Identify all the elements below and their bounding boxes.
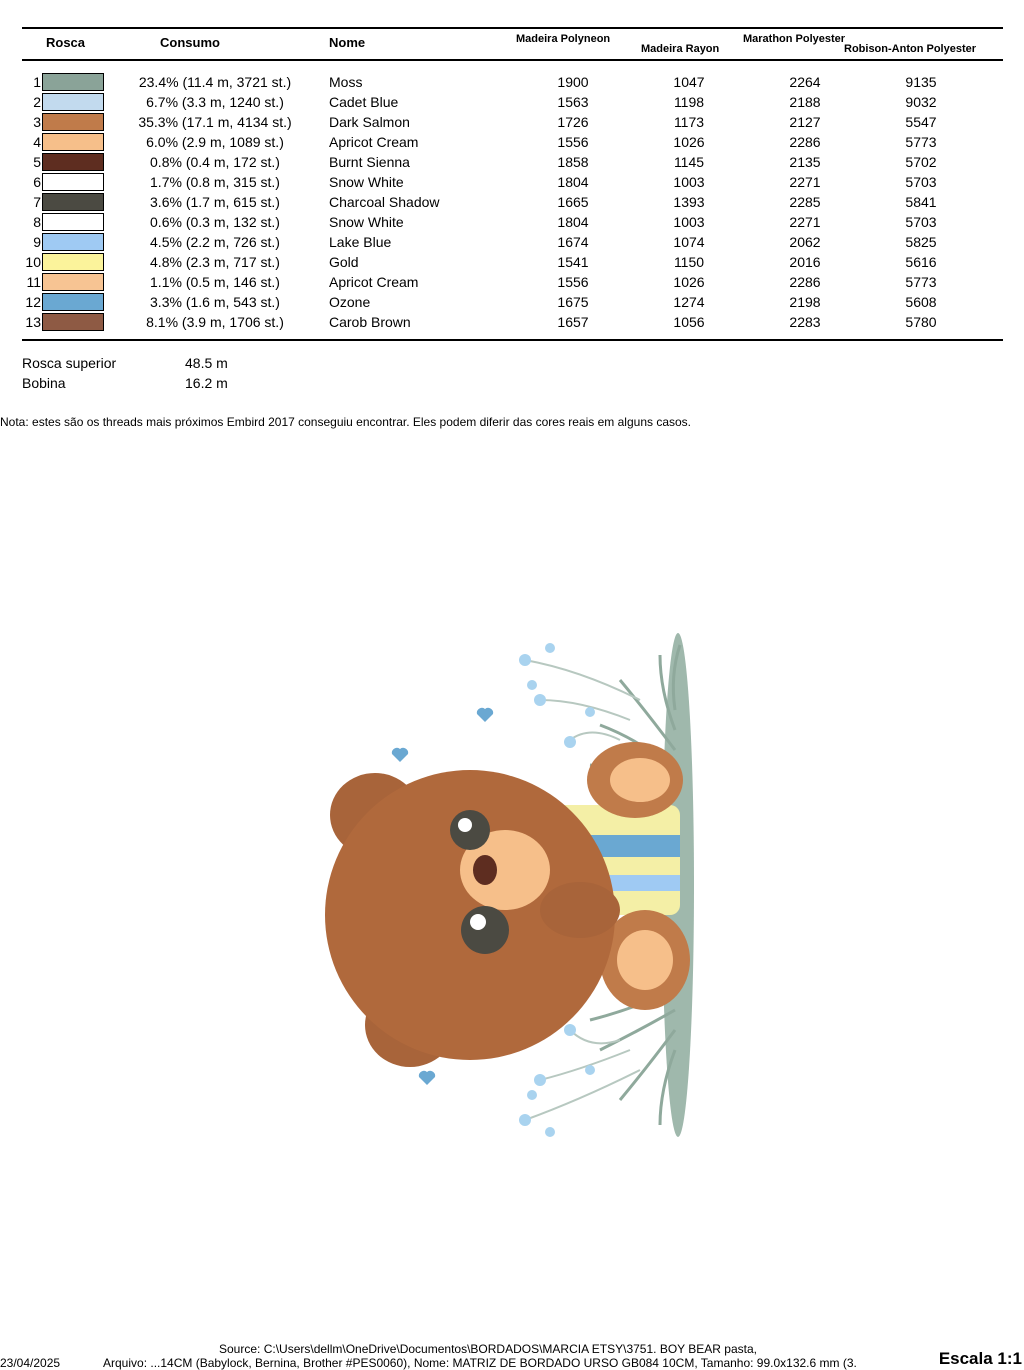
thread-row bbox=[0, 92, 1024, 112]
thread-number: 6 bbox=[33, 174, 41, 190]
thread-name: Apricot Cream bbox=[329, 274, 419, 290]
thread-color-swatch bbox=[42, 193, 104, 211]
thread-name: Burnt Sienna bbox=[329, 154, 410, 170]
thread-color-swatch bbox=[42, 93, 104, 111]
thread-row bbox=[0, 252, 1024, 272]
robison-anton-code: 5608 bbox=[905, 294, 937, 310]
marathon-polyester-code: 2264 bbox=[789, 74, 821, 90]
thread-name: Moss bbox=[329, 74, 363, 90]
thread-row bbox=[0, 132, 1024, 152]
scale-label: Escala 1:1 bbox=[938, 1349, 1022, 1368]
footer-file-info: Arquivo: ...14CM (Babylock, Bernina, Brother #PES0060), Nome: MATRIZ DE BORDADO URSO GB084 10CM, Tamanho: 99.0x132.6 mm (3. bbox=[103, 1356, 857, 1370]
header-madeira-polyneon: Madeira Polyneon bbox=[516, 33, 611, 45]
robison-anton-code: 5773 bbox=[905, 274, 937, 290]
header-robison-anton-polyester: Robison-Anton Polyester bbox=[844, 43, 977, 55]
thread-name: Apricot Cream bbox=[329, 134, 419, 150]
thread-consumption: 0.6% (0.3 m, 132 st.) bbox=[150, 214, 280, 230]
thread-name: Carob Brown bbox=[329, 314, 411, 330]
madeira-rayon-code: 1145 bbox=[673, 154, 705, 170]
thread-name: Charcoal Shadow bbox=[329, 194, 440, 210]
madeira-polyneon-code: 1556 bbox=[557, 134, 589, 150]
marathon-polyester-code: 2286 bbox=[789, 134, 821, 150]
thread-number: 1 bbox=[33, 74, 41, 90]
thread-consumption: 3.3% (1.6 m, 543 st.) bbox=[150, 294, 280, 310]
madeira-polyneon-code: 1804 bbox=[557, 214, 589, 230]
thread-name: Dark Salmon bbox=[329, 114, 410, 130]
marathon-polyester-code: 2062 bbox=[789, 234, 821, 250]
madeira-rayon-code: 1198 bbox=[673, 94, 705, 110]
madeira-rayon-code: 1003 bbox=[673, 174, 705, 190]
thread-name: Gold bbox=[329, 254, 359, 270]
thread-consumption: 3.6% (1.7 m, 615 st.) bbox=[150, 194, 280, 210]
thread-consumption: 1.1% (0.5 m, 146 st.) bbox=[150, 274, 280, 290]
bobbin-label: Bobina bbox=[22, 375, 66, 391]
thread-color-swatch bbox=[42, 153, 104, 171]
marathon-polyester-code: 2188 bbox=[789, 94, 821, 110]
robison-anton-code: 5703 bbox=[905, 214, 937, 230]
thread-color-swatch bbox=[42, 273, 104, 291]
top-thread-label: Rosca superior bbox=[22, 355, 117, 371]
thread-table-body bbox=[0, 72, 1024, 332]
bear-foot-top bbox=[587, 742, 683, 818]
thread-row bbox=[0, 232, 1024, 252]
thread-consumption: 35.3% (17.1 m, 4134 st.) bbox=[138, 114, 292, 130]
madeira-polyneon-code: 1541 bbox=[557, 254, 589, 270]
madeira-rayon-code: 1047 bbox=[673, 74, 705, 90]
madeira-rayon-code: 1393 bbox=[673, 194, 705, 210]
marathon-polyester-code: 2135 bbox=[789, 154, 821, 170]
madeira-polyneon-code: 1556 bbox=[557, 274, 589, 290]
note-text: Nota: estes são os threads mais próximos Embird 2017 conseguiu encontrar. Eles podem diferir das cores reais em alguns casos. bbox=[0, 415, 692, 429]
madeira-polyneon-code: 1665 bbox=[557, 194, 589, 210]
header-madeira-rayon: Madeira Rayon bbox=[641, 43, 720, 55]
thread-consumption: 23.4% (11.4 m, 3721 st.) bbox=[138, 74, 292, 90]
thread-name: Snow White bbox=[329, 174, 404, 190]
thread-number: 8 bbox=[33, 214, 41, 230]
madeira-rayon-code: 1026 bbox=[673, 274, 705, 290]
robison-anton-code: 5702 bbox=[905, 154, 937, 170]
thread-number: 3 bbox=[33, 114, 41, 130]
marathon-polyester-code: 2283 bbox=[789, 314, 821, 330]
thread-number: 11 bbox=[26, 274, 41, 290]
madeira-polyneon-code: 1726 bbox=[557, 114, 589, 130]
marathon-polyester-code: 2285 bbox=[789, 194, 821, 210]
robison-anton-code: 5616 bbox=[905, 254, 937, 270]
madeira-rayon-code: 1173 bbox=[673, 114, 705, 130]
marathon-polyester-code: 2286 bbox=[789, 274, 821, 290]
robison-anton-code: 9032 bbox=[905, 94, 937, 110]
robison-anton-code: 5703 bbox=[905, 174, 937, 190]
marathon-polyester-code: 2198 bbox=[789, 294, 821, 310]
thread-color-swatch bbox=[42, 173, 104, 191]
thread-row bbox=[0, 192, 1024, 212]
thread-row bbox=[0, 272, 1024, 292]
table-bottom-rule bbox=[22, 339, 1003, 341]
bobbin-value: 16.2 m bbox=[185, 375, 228, 391]
thread-consumption: 8.1% (3.9 m, 1706 st.) bbox=[146, 314, 284, 330]
thread-number: 7 bbox=[33, 194, 41, 210]
thread-row bbox=[0, 312, 1024, 332]
header-nome: Nome bbox=[329, 35, 366, 50]
thread-row bbox=[0, 112, 1024, 132]
madeira-polyneon-code: 1858 bbox=[557, 154, 589, 170]
madeira-polyneon-code: 1563 bbox=[557, 94, 589, 110]
thread-row bbox=[0, 152, 1024, 172]
madeira-polyneon-code: 1657 bbox=[557, 314, 589, 330]
robison-anton-code: 5841 bbox=[905, 194, 937, 210]
marathon-polyester-code: 2127 bbox=[789, 114, 821, 130]
header-consumo: Consumo bbox=[160, 35, 220, 50]
table-top-rule bbox=[22, 27, 1003, 29]
madeira-rayon-code: 1074 bbox=[673, 234, 705, 250]
thread-row bbox=[0, 72, 1024, 92]
thread-number: 9 bbox=[33, 234, 41, 250]
thread-number: 13 bbox=[25, 314, 41, 330]
thread-name: Cadet Blue bbox=[329, 94, 399, 110]
thread-color-swatch bbox=[42, 113, 104, 131]
robison-anton-code: 5547 bbox=[905, 114, 937, 130]
robison-anton-code: 5780 bbox=[905, 314, 937, 330]
thread-name: Ozone bbox=[329, 294, 371, 310]
robison-anton-code: 5773 bbox=[905, 134, 937, 150]
thread-color-swatch bbox=[42, 133, 104, 151]
thread-number: 5 bbox=[33, 154, 41, 170]
thread-row bbox=[0, 212, 1024, 232]
madeira-polyneon-code: 1675 bbox=[557, 294, 589, 310]
thread-consumption: 0.8% (0.4 m, 172 st.) bbox=[150, 154, 280, 170]
thread-color-swatch bbox=[42, 313, 104, 331]
madeira-rayon-code: 1026 bbox=[673, 134, 705, 150]
thread-consumption: 4.5% (2.2 m, 726 st.) bbox=[150, 234, 280, 250]
madeira-polyneon-code: 1674 bbox=[557, 234, 589, 250]
table-header-rule bbox=[22, 59, 1003, 61]
madeira-polyneon-code: 1900 bbox=[557, 74, 589, 90]
footer-date: 23/04/2025 bbox=[0, 1356, 61, 1370]
thread-color-swatch bbox=[42, 73, 104, 91]
header-marathon-polyester: Marathon Polyester bbox=[743, 33, 846, 45]
bear-arm bbox=[540, 882, 620, 938]
grass-bottom bbox=[590, 990, 675, 1125]
thread-consumption: 6.0% (2.9 m, 1089 st.) bbox=[146, 134, 284, 150]
thread-name: Snow White bbox=[329, 214, 404, 230]
marathon-polyester-code: 2271 bbox=[789, 174, 821, 190]
thread-row bbox=[0, 292, 1024, 312]
thread-color-swatch bbox=[42, 293, 104, 311]
thread-number: 12 bbox=[25, 294, 41, 310]
madeira-rayon-code: 1003 bbox=[673, 214, 705, 230]
thread-number: 4 bbox=[33, 134, 41, 150]
thread-row bbox=[0, 172, 1024, 192]
marathon-polyester-code: 2271 bbox=[789, 214, 821, 230]
thread-color-swatch bbox=[42, 253, 104, 271]
marathon-polyester-code: 2016 bbox=[789, 254, 821, 270]
madeira-rayon-code: 1150 bbox=[673, 254, 705, 270]
footer-source: Source: C:\Users\dellm\OneDrive\Documentos\BORDADOS\MARCIA ETSY\3751. BOY BEAR pasta, bbox=[219, 1342, 757, 1356]
header-rosca: Rosca bbox=[46, 35, 86, 50]
thread-consumption: 1.7% (0.8 m, 315 st.) bbox=[150, 174, 280, 190]
thread-number: 2 bbox=[33, 94, 41, 110]
robison-anton-code: 5825 bbox=[905, 234, 937, 250]
embroidery-design-preview bbox=[300, 630, 730, 1150]
thread-consumption: 6.7% (3.3 m, 1240 st.) bbox=[146, 94, 284, 110]
madeira-rayon-code: 1274 bbox=[673, 294, 705, 310]
thread-name: Lake Blue bbox=[329, 234, 392, 250]
top-thread-value: 48.5 m bbox=[185, 355, 228, 371]
madeira-rayon-code: 1056 bbox=[673, 314, 705, 330]
madeira-polyneon-code: 1804 bbox=[557, 174, 589, 190]
thread-color-swatch bbox=[42, 213, 104, 231]
thread-color-swatch bbox=[42, 233, 104, 251]
thread-consumption: 4.8% (2.3 m, 717 st.) bbox=[150, 254, 280, 270]
robison-anton-code: 9135 bbox=[905, 74, 937, 90]
thread-number: 10 bbox=[25, 254, 41, 270]
